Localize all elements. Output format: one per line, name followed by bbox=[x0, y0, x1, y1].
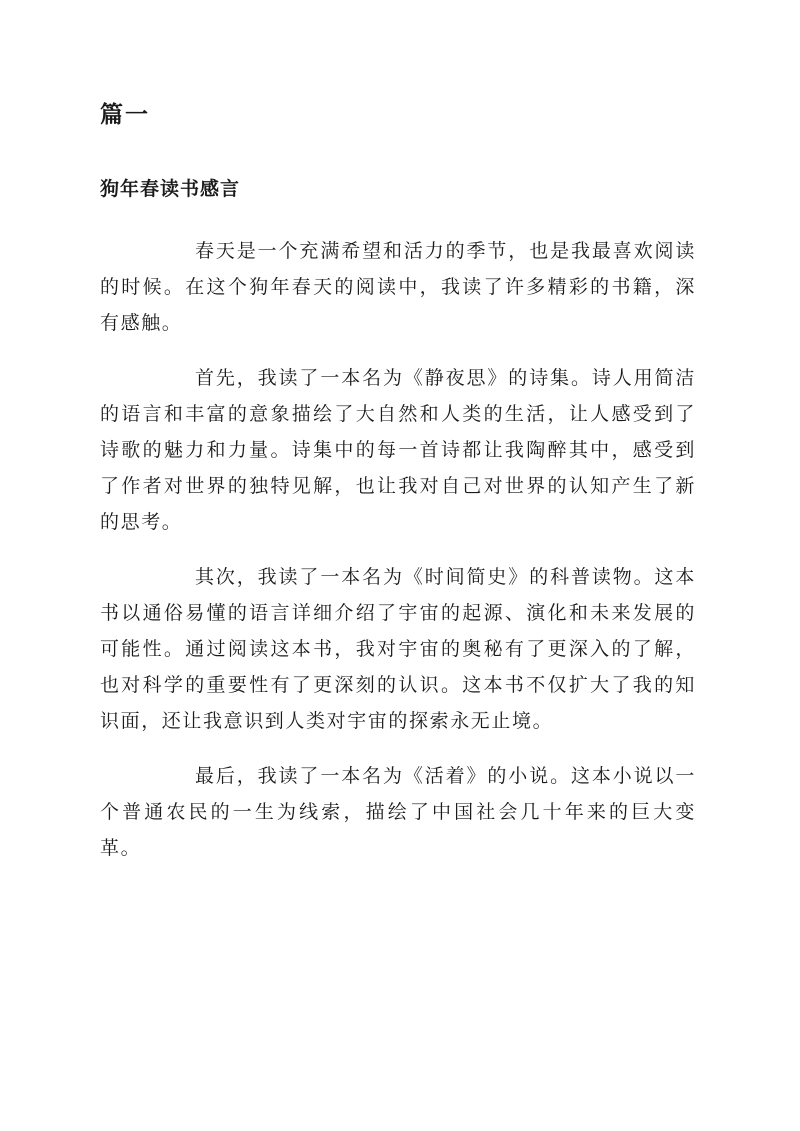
essay-title: 狗年春读书感言 bbox=[100, 178, 241, 200]
paragraph-3: 其次，我读了一本名为《时间简史》的科普读物。这本书以通俗易懂的语言详细介绍了宇宙的起源、演化和未来发展的可能性。通过阅读这本书，我对宇宙的奥秘有了更深入的了解，也对科学的重要性有了更深刻的认识。这本书不仅扩大了我的知识面，还让我意识到人类对宇宙的探索永无止境。 bbox=[100, 566, 696, 732]
paragraph-1: 春天是一个充满希望和活力的季节，也是我最喜欢阅读的时候。在这个狗年春天的阅读中，我读了许多精彩的书籍，深有感触。 bbox=[100, 240, 696, 334]
paragraph-2: 首先，我读了一本名为《静夜思》的诗集。诗人用简洁的语言和丰富的意象描绘了大自然和人类的生活，让人感受到了诗歌的魅力和力量。诗集中的每一首诗都让我陶醉其中，感受到了作者对世界的独特见解，也让我对自己对世界的认知产生了新的思考。 bbox=[100, 367, 696, 533]
section-heading: 篇一 bbox=[100, 101, 150, 128]
essay-body bbox=[100, 233, 696, 885]
paragraph-4: 最后，我读了一本名为《活着》的小说。这本小说以一个普通农民的一生为线索，描绘了中国社会几十年来的巨大变革。 bbox=[100, 765, 696, 859]
